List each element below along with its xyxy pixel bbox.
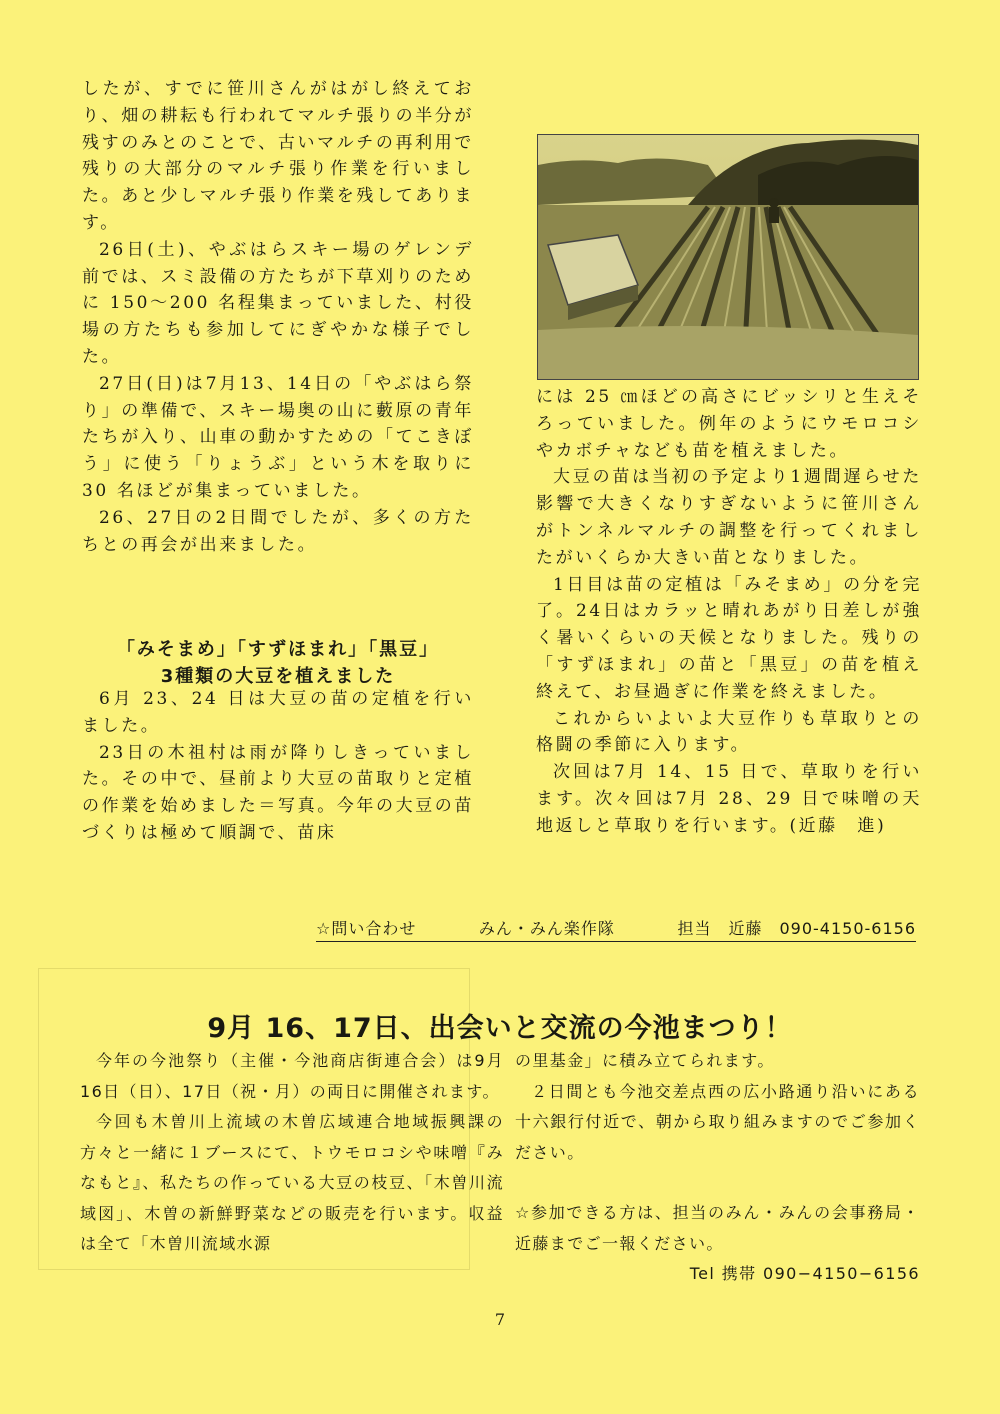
left-column-lower <box>82 686 474 847</box>
right-paragraph-3: 1日目は苗の定植は「みそまめ」の分を完了。24日はカラッと晴れあがり日差しが強く暑いくらいの天候となりました。残りの「すずほまれ」の苗と「黒豆」の苗を植え終えて、お昼過ぎに作業を終えました。 <box>536 574 922 702</box>
festival-left-paragraph-2: 今回も木曽川上流域の木曽広域連合地域振興課の方々と一緒に１ブースにて、トウモロコシや味噌『みなもと』、私たちの作っている大豆の枝豆、「木曽川流域図」、木曽の新鮮野菜などの販売を行います。収益は全て「木曽川流域水源 <box>80 1112 504 1253</box>
section-heading <box>82 636 474 690</box>
festival-right-column <box>515 1046 920 1290</box>
festival-left-paragraph-1: 今年の今池祭り（主催・今池商店街連合会）は9月16日（日）、17日（祝・月）の両日に開催されます。 <box>80 1051 504 1101</box>
contact-org: みん・みん楽作隊 <box>478 919 615 938</box>
festival-note: ☆参加できる方は、担当のみん・みんの会事務局・近藤までご一報ください。 <box>515 1203 920 1253</box>
left-paragraph-4: 26、27日の2日間でしたが、多くの方たちとの再会が出来ました。 <box>82 507 474 555</box>
right-paragraph-4: これからいよいよ大豆作りも草取りとの格闘の季節に入ります。 <box>536 708 922 756</box>
left-paragraph-3: 27日(日)は7月13、14日の「やぶはら祭り」の準備で、スキー場奥の山に藪原の青年たちが入り、山車の動かすための「てこきぼう」に使う「りょうぶ」という木を取りに 30 名ほどが集まっていました。 <box>82 373 474 501</box>
contact-label: ☆問い合わせ <box>316 919 417 938</box>
right-paragraph-2: 大豆の苗は当初の予定より1週間遅らせた影響で大きくなりすぎないように笹川さんがトンネルマルチの調整を行ってくれましたがいくらか大きい苗となりました。 <box>536 467 922 568</box>
left-lower-paragraph-1: 6月 23、24 日は大豆の苗の定植を行いました。 <box>82 689 474 736</box>
contact-person: 担当 近藤 090-4150-6156 <box>677 919 916 938</box>
left-lower-paragraph-2: 23日の木祖村は雨が降りしきっていました。その中で、昼前より大豆の苗取りと定植の作業を始めました＝写真。今年の大豆の苗づくりは極めて順調で、苗床 <box>82 742 474 843</box>
festival-right-paragraph-2: ２日間とも今池交差点西の広小路通り沿いにある十六銀行付近で、朝から取り組みますのでご参加ください。 <box>515 1081 920 1162</box>
left-paragraph-2: 26日(土)、やぶはらスキー場のゲレンデ前では、スミ設備の方たちが下草刈りのために 150〜200 名程集まっていました、村役場の方たちも参加してにぎやかな様子でした。 <box>82 239 474 367</box>
right-column <box>536 384 922 840</box>
contact-line <box>316 916 916 942</box>
spacer <box>515 1168 920 1198</box>
left-paragraph-1: したが、すでに笹川さんがはがし終えており、畑の耕耘も行われてマルチ張りの半分が残すのみとのことで、古いマルチの再利用で残りの大部分のマルチ張り作業を行いました。あと少しマルチ張り作業を残してあります。 <box>82 79 474 233</box>
festival-tel: Tel 携帯 090−4150−6156 <box>689 1264 920 1283</box>
right-paragraph-1: には 25 ㎝ほどの高さにビッシリと生えそろっていました。例年のようにウモロコシやカボチャなども苗を植えました。 <box>536 387 922 461</box>
heading-line-1: 「みそまめ」「すずほまれ」「黒豆」 <box>116 639 440 660</box>
right-paragraph-5: 次回は7月 14、15 日で、草取りを行います。次々回は7月 28、29 日で味噌の天地返しと草取りを行います。(近藤 進) <box>536 762 922 836</box>
festival-left-column <box>80 1046 504 1260</box>
page-number: 7 <box>494 1310 506 1329</box>
left-column <box>82 76 474 558</box>
festival-title: 9月 16、17日、出会いと交流の今池まつり！ <box>207 1013 793 1044</box>
field-planting-photo <box>537 134 919 380</box>
festival-right-paragraph-1: の里基金」に積み立てられます。 <box>515 1051 775 1070</box>
heading-line-2: 3種類の大豆を植えました <box>160 666 396 687</box>
photo-illustration <box>538 135 918 379</box>
